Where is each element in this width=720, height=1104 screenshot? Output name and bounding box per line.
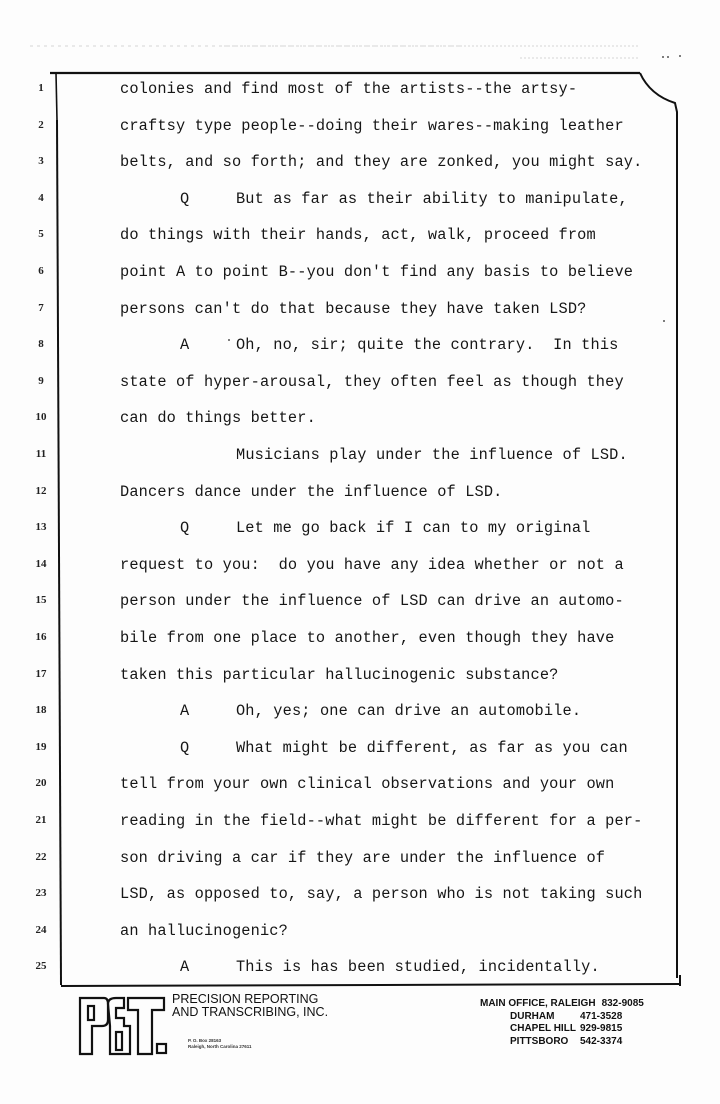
transcript-line: craftsy type people--doing their wares--making leather — [120, 116, 624, 135]
line-number: 13 — [35, 521, 47, 534]
transcript-line: son driving a car if they are under the influence of — [120, 848, 606, 867]
line-number: 7 — [38, 301, 44, 314]
transcript-line: A This is has been studied, incidentally. — [180, 958, 600, 977]
transcript-line: can do things better. — [120, 409, 316, 428]
transcript-line: an hallucinogenic? — [120, 921, 288, 940]
line-number: 20 — [35, 777, 47, 790]
line-number: 8 — [38, 338, 44, 351]
transcript-line: Q Let me go back if I can to my original — [180, 519, 591, 538]
transcript-line: reading in the field--what might be different for a per- — [120, 812, 643, 830]
transcript-line: state of hyper-arousal, they often feel as though they — [120, 372, 624, 391]
office-phone: 542-3374 — [580, 1035, 623, 1047]
office-phone: 471-3528 — [580, 1010, 623, 1022]
line-number: 12 — [35, 484, 47, 497]
line-number: 1 — [38, 82, 44, 94]
address-line1: P. O. Box 28163 — [188, 1038, 222, 1043]
transcript-line: point A to point B--you don't find any basis to believe — [120, 263, 634, 281]
office-label: MAIN OFFICE, RALEIGH — [480, 998, 596, 1009]
line-number: 3 — [38, 155, 44, 168]
transcript-line: Musicians play under the influence of LSD. — [236, 446, 628, 464]
line-number: 11 — [35, 448, 47, 460]
line-number: 15 — [35, 594, 47, 607]
transcript-line: taken this particular hallucinogenic substance? — [120, 665, 559, 684]
office-row — [480, 1011, 644, 1024]
transcript-line: colonies and find most of the artists--the artsy- — [120, 80, 578, 98]
line-number: 18 — [35, 704, 47, 717]
line-number: 5 — [38, 228, 44, 241]
transcript-line: belts, and so forth; and they are zonked, you might say. — [120, 153, 643, 172]
office-phone: 832-9085 — [601, 998, 644, 1009]
line-number: 23 — [35, 887, 47, 900]
line-number: 25 — [35, 960, 47, 973]
office-row — [480, 1023, 644, 1036]
line-number: 10 — [35, 411, 47, 424]
transcript-line: person under the influence of LSD can drive an automo- — [120, 592, 624, 611]
office-phone: 929-9815 — [580, 1023, 623, 1034]
line-number: 16 — [35, 631, 47, 643]
company-name-line2: AND TRANSCRIBING, INC. — [172, 1005, 329, 1019]
office-label: DURHAM — [510, 1010, 555, 1022]
line-number: 14 — [35, 557, 47, 570]
transcript-line: tell from your own clinical observations and your own — [120, 775, 615, 794]
transcript-line: A Oh, yes; one can drive an automobile. — [180, 702, 582, 721]
office-label: CHAPEL HILL — [510, 1023, 576, 1034]
transcript-line: Dancers dance under the influence of LSD. — [120, 482, 503, 501]
transcript-line: Q What might be different, as far as you can — [180, 738, 628, 757]
line-number: 6 — [38, 265, 44, 277]
line-number: 22 — [35, 850, 47, 863]
transcript-line: bile from one place to another, even though they have — [120, 629, 615, 647]
transcript-line: persons can't do that because they have taken LSD? — [120, 299, 587, 318]
pt-logo-icon — [78, 996, 170, 1056]
line-number: 9 — [38, 374, 44, 387]
company-name-line1: PRECISION REPORTING — [172, 992, 319, 1006]
company-address — [188, 1038, 252, 1050]
line-number: 24 — [35, 923, 47, 936]
line-number: 21 — [35, 814, 47, 826]
transcript-line: A Oh, no, sir; quite the contrary. In this — [180, 336, 619, 355]
line-number: 19 — [35, 740, 47, 753]
address-line2: Raleigh, North Carolina 27611 — [188, 1044, 252, 1049]
company-name — [172, 993, 328, 1019]
line-number: 2 — [38, 118, 44, 131]
office-row — [480, 1036, 644, 1049]
office-row-main — [480, 998, 644, 1011]
transcript-line: request to you: do you have any idea whether or not a — [120, 555, 624, 574]
line-number: 17 — [35, 667, 47, 680]
line-number: 4 — [38, 191, 44, 204]
office-label: PITTSBORO — [510, 1035, 569, 1047]
transcript-line: Q But as far as their ability to manipulate, — [180, 189, 628, 208]
transcript-line: LSD, as opposed to, say, a person who is not taking such — [120, 885, 643, 904]
office-list — [480, 998, 644, 1048]
transcript-line: do things with their hands, act, walk, proceed from — [120, 226, 596, 245]
